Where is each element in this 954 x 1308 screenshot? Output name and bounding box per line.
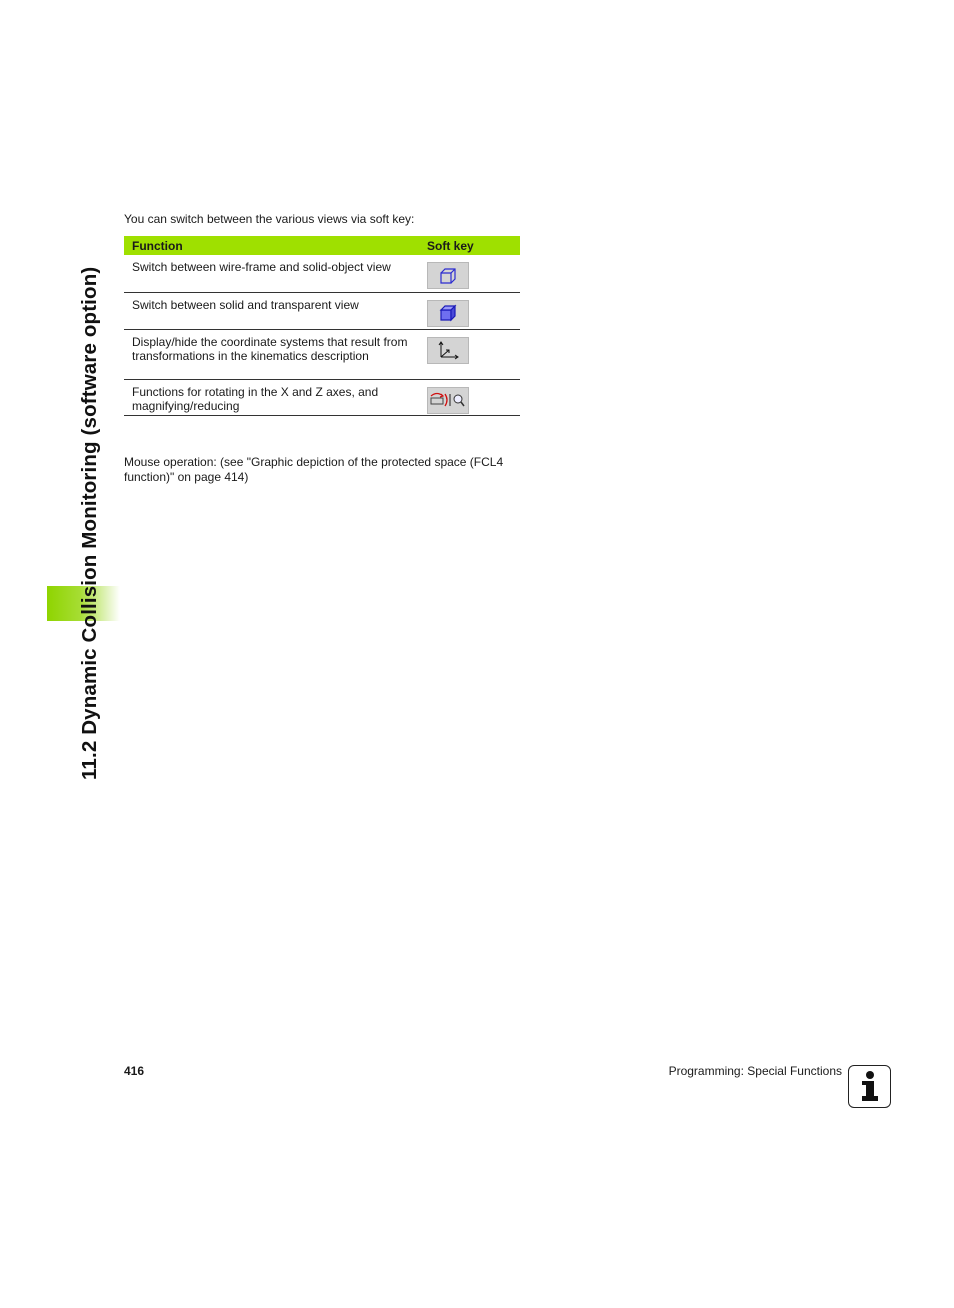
softkey-solid-transparent[interactable] (427, 300, 469, 327)
row-function-text: Functions for rotating in the X and Z axes, and magnifying/reducing (124, 379, 419, 415)
header-function: Function (124, 236, 419, 255)
footer-chapter-title: Programming: Special Functions (668, 1064, 842, 1078)
softkey-rotate-zoom[interactable] (427, 387, 469, 414)
solid-cube-icon (438, 304, 458, 322)
table-header-row (124, 236, 520, 255)
table-row (124, 255, 520, 292)
table-row (124, 292, 520, 329)
coordinate-axes-icon (436, 340, 460, 360)
softkey-coordinate-systems[interactable] (427, 337, 469, 364)
table-row (124, 379, 520, 415)
chapter-side-title: 11.2 Dynamic Collision Monitoring (software option) (78, 266, 101, 780)
rotate-zoom-icon (429, 390, 467, 410)
page-number: 416 (124, 1064, 145, 1078)
softkey-wireframe-solid[interactable] (427, 262, 469, 289)
wireframe-cube-icon (438, 267, 458, 285)
mouse-operation-note: Mouse operation: (see "Graphic depiction of the protected space (FCL4 function)" on page 414) (124, 455, 504, 484)
info-icon (848, 1065, 891, 1108)
info-glyph-icon (849, 1066, 889, 1106)
row-function-text: Switch between wire-frame and solid-object view (124, 255, 419, 292)
softkey-function-table (124, 236, 520, 416)
row-function-text: Display/hide the coordinate systems that result from transformations in the kinematics description (124, 329, 419, 379)
header-soft-key: Soft key (419, 236, 520, 255)
intro-text: You can switch between the various views via soft key: (124, 212, 415, 226)
row-function-text: Switch between solid and transparent view (124, 292, 419, 329)
table-row (124, 329, 520, 379)
